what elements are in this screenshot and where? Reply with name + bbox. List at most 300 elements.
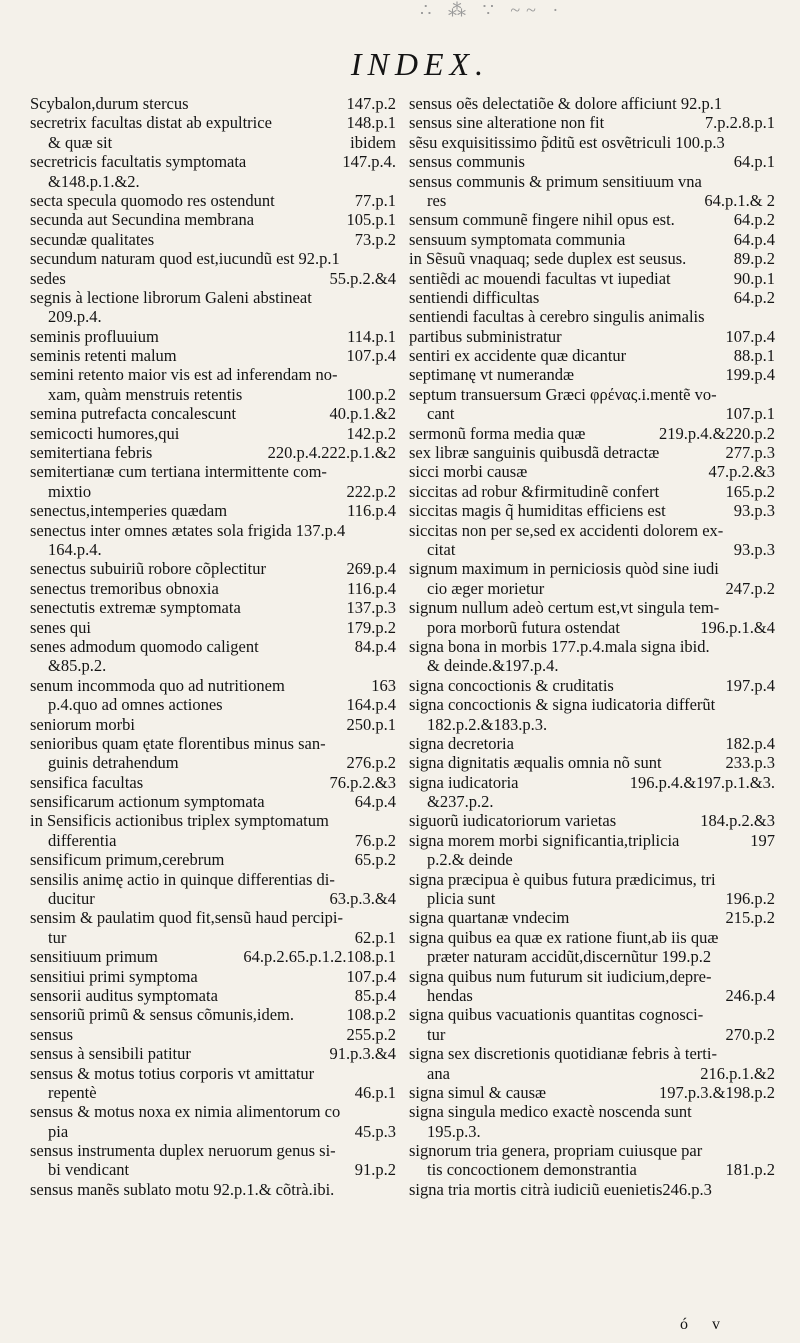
index-entry bbox=[409, 1180, 775, 1199]
entry-text: &148.p.1.&2. bbox=[48, 171, 140, 191]
entry-text: citat bbox=[427, 539, 456, 559]
index-entry bbox=[30, 172, 396, 191]
entry-text: secundæ qualitates bbox=[30, 229, 155, 249]
entry-text: &237.p.2. bbox=[427, 792, 494, 812]
entry-text: 195.p.3. bbox=[427, 1121, 481, 1141]
entry-text: septum transuersum Græci φρένας.i.mentẽ vo- bbox=[409, 384, 717, 404]
entry-reference: 90.p.1 bbox=[733, 268, 775, 288]
entry-reference: 197 bbox=[750, 830, 775, 850]
entry-reference: 107.p.4 bbox=[725, 326, 775, 346]
index-entry bbox=[409, 1025, 775, 1044]
entry-text: semicocti humores,qui bbox=[30, 423, 180, 443]
entry-text: sensificum primum,cerebrum bbox=[30, 850, 225, 870]
entry-reference: 142.p.2 bbox=[346, 423, 396, 443]
index-entry bbox=[409, 579, 775, 598]
index-entry bbox=[30, 889, 396, 908]
entry-reference: 63.p.3.&4 bbox=[329, 889, 396, 909]
index-entry bbox=[409, 695, 775, 714]
index-entry bbox=[30, 191, 396, 210]
index-entry bbox=[409, 113, 775, 132]
entry-text: sentiri ex accidente quæ dicantur bbox=[409, 346, 627, 366]
entry-text: secundum naturam quod est,iucundũ est 92.p.1 bbox=[30, 249, 340, 269]
entry-reference: 269.p.4 bbox=[346, 559, 396, 579]
entry-text: semitertianæ cum tertiana intermittente com- bbox=[30, 462, 327, 482]
entry-text: senectus,intemperies quædam bbox=[30, 501, 228, 521]
entry-text: signa simul & causæ bbox=[409, 1082, 547, 1102]
index-entry bbox=[30, 365, 396, 384]
entry-reference: 73.p.2 bbox=[354, 229, 396, 249]
index-entry bbox=[30, 947, 396, 966]
entry-text: cant bbox=[427, 404, 455, 424]
index-entry bbox=[409, 656, 775, 675]
index-entry bbox=[409, 172, 775, 191]
entry-text: signa quartanæ vndecim bbox=[409, 908, 570, 928]
entry-text: 164.p.4. bbox=[48, 539, 102, 559]
index-entry bbox=[409, 365, 775, 384]
entry-reference: 137.p.3 bbox=[346, 598, 396, 618]
index-entry bbox=[30, 1064, 396, 1083]
entry-text: sensus sine alteratione non fit bbox=[409, 113, 605, 133]
entry-reference: 148.p.1 bbox=[346, 113, 396, 133]
index-entry bbox=[30, 1044, 396, 1063]
entry-reference: 46.p.1 bbox=[354, 1082, 396, 1102]
index-entry bbox=[409, 540, 775, 559]
entry-reference: 277.p.3 bbox=[725, 443, 775, 463]
entry-text: signa concoctionis & signa iudicatoria differũt bbox=[409, 695, 716, 715]
entry-reference: 100.p.2 bbox=[346, 384, 396, 404]
index-entry bbox=[30, 385, 396, 404]
entry-reference: 220.p.4.222.p.1.&2 bbox=[267, 443, 396, 463]
index-entry bbox=[30, 482, 396, 501]
index-entry bbox=[409, 1102, 775, 1121]
entry-reference: 64.p.1.& 2 bbox=[704, 190, 775, 210]
entry-text: signa morem morbi significantia,triplicia bbox=[409, 830, 680, 850]
entry-reference: 107.p.4 bbox=[346, 346, 396, 366]
entry-text: sentiendi difficultas bbox=[409, 287, 540, 307]
entry-reference: 64.p.4 bbox=[733, 229, 775, 249]
entry-reference: 65.p.2 bbox=[354, 850, 396, 870]
index-entry bbox=[30, 598, 396, 617]
entry-text: sensus bbox=[30, 1024, 74, 1044]
index-entry bbox=[409, 637, 775, 656]
index-entry bbox=[409, 269, 775, 288]
index-entry bbox=[409, 831, 775, 850]
index-entry bbox=[409, 404, 775, 423]
index-entry bbox=[30, 1122, 396, 1141]
entry-text: pora morborũ futura ostendat bbox=[427, 617, 620, 637]
index-entry bbox=[409, 1122, 775, 1141]
index-entry bbox=[30, 1141, 396, 1160]
index-entry bbox=[30, 676, 396, 695]
entry-text: signa bona in morbis 177.p.4.mala signa ibid. bbox=[409, 636, 710, 656]
entry-text: sensus & motus totius corporis vt amittatur bbox=[30, 1063, 315, 1083]
index-entry bbox=[30, 734, 396, 753]
index-entry bbox=[30, 1160, 396, 1179]
index-entry bbox=[409, 327, 775, 346]
entry-reference: 233.p.3 bbox=[725, 753, 775, 773]
entry-text: guinis detrahendum bbox=[48, 753, 179, 773]
entry-text: sẽsu exquisitissimo p̃ditũ est osvẽtriculi 100.p.3 bbox=[409, 132, 725, 152]
entry-text: signa singula medico exactè noscenda sunt bbox=[409, 1102, 692, 1122]
entry-text: ana bbox=[427, 1063, 450, 1083]
index-entry bbox=[409, 230, 775, 249]
entry-text: secta specula quomodo res ostendunt bbox=[30, 190, 275, 210]
entry-text: senectus subuiriũ robore cõplectitur bbox=[30, 559, 266, 579]
entry-text: & quæ sit bbox=[48, 132, 113, 152]
index-entry bbox=[409, 598, 775, 617]
index-entry bbox=[409, 908, 775, 927]
index-entry bbox=[30, 792, 396, 811]
entry-reference: 163 bbox=[371, 675, 396, 695]
entry-text: signum maximum in perniciosis quòd sine iudi bbox=[409, 559, 719, 579]
index-entry bbox=[30, 424, 396, 443]
page-ornament: ∴ ⁂ ∵ ~~ · bbox=[420, 0, 565, 20]
signature-mark: ó v bbox=[680, 1316, 730, 1333]
index-entry bbox=[409, 753, 775, 772]
index-entry bbox=[409, 792, 775, 811]
entry-text: præter naturam accidũt,discernũtur 199.p.2 bbox=[427, 947, 712, 967]
entry-reference: 165.p.2 bbox=[725, 481, 775, 501]
index-entry bbox=[30, 1083, 396, 1102]
entry-text: sensus à sensibili patitur bbox=[30, 1044, 191, 1064]
entry-reference: 93.p.3 bbox=[733, 501, 775, 521]
index-entry bbox=[409, 94, 775, 113]
index-entry bbox=[409, 618, 775, 637]
entry-text: sensitiuum primum bbox=[30, 947, 158, 967]
index-entry bbox=[30, 462, 396, 481]
entry-text: sensum communẽ fingere nihil opus est. bbox=[409, 210, 675, 230]
entry-reference: 147.p.2 bbox=[346, 94, 396, 113]
index-entry bbox=[409, 288, 775, 307]
entry-text: sensus communis & primum sensitiuum vna bbox=[409, 171, 702, 191]
entry-reference: 64.p.1 bbox=[733, 152, 775, 172]
entry-text: semini retento maior vis est ad inferendam no- bbox=[30, 365, 338, 385]
index-entry bbox=[30, 288, 396, 307]
index-column-left bbox=[30, 94, 396, 1199]
entry-text: res bbox=[427, 190, 447, 210]
index-entry bbox=[30, 404, 396, 423]
index-entry bbox=[409, 424, 775, 443]
index-entry bbox=[30, 695, 396, 714]
entry-text: sedes bbox=[30, 268, 66, 288]
index-entry bbox=[409, 249, 775, 268]
entry-text: sentiendi facultas à cerebro singulis animalis bbox=[409, 307, 705, 327]
index-entry bbox=[30, 249, 396, 268]
entry-text: sensus manẽs sublato motu 92.p.1.& cõtrà.ibi. bbox=[30, 1179, 335, 1199]
entry-text: segnis à lectione librorum Galeni abstineat bbox=[30, 287, 312, 307]
index-entry bbox=[30, 1025, 396, 1044]
entry-text: sensuum symptomata communia bbox=[409, 229, 626, 249]
index-entry bbox=[30, 540, 396, 559]
entry-text: tur bbox=[48, 927, 67, 947]
index-entry bbox=[30, 637, 396, 656]
index-entry bbox=[30, 715, 396, 734]
page-title: INDEX. bbox=[350, 46, 490, 82]
entry-text: hendas bbox=[427, 985, 473, 1005]
index-entry bbox=[30, 811, 396, 830]
entry-text: plicia sunt bbox=[427, 889, 496, 909]
entry-reference: 64.p.2 bbox=[733, 210, 775, 230]
entry-reference: 219.p.4.&220.p.2 bbox=[659, 423, 775, 443]
index-entry bbox=[409, 850, 775, 869]
entry-reference: 64.p.4 bbox=[354, 792, 396, 812]
entry-text: p.2.& deinde bbox=[427, 850, 513, 870]
entry-text: semitertiana febris bbox=[30, 443, 153, 463]
index-entry bbox=[409, 346, 775, 365]
entry-reference: 196.p.4.&197.p.1.&3. bbox=[629, 772, 775, 792]
entry-reference: 147.p.4. bbox=[342, 152, 396, 172]
entry-text: sensoriũ primũ & sensus cõmunis,idem. bbox=[30, 1005, 294, 1025]
index-entry bbox=[409, 133, 775, 152]
entry-text: in Sẽsuũ vnaquaq; sede duplex est seusus. bbox=[409, 249, 687, 269]
entry-reference: 179.p.2 bbox=[346, 617, 396, 637]
entry-reference: 246.p.4 bbox=[725, 985, 775, 1005]
entry-reference: 84.p.4 bbox=[354, 636, 396, 656]
index-entry bbox=[30, 230, 396, 249]
entry-reference: 64.p.2 bbox=[733, 287, 775, 307]
entry-text: sensitiui primi symptoma bbox=[30, 966, 198, 986]
entry-text: sicci morbi causæ bbox=[409, 462, 528, 482]
index-entry bbox=[30, 307, 396, 326]
entry-reference: 47.p.2.&3 bbox=[708, 462, 775, 482]
index-entry bbox=[30, 1005, 396, 1024]
entry-text: secunda aut Secundina membrana bbox=[30, 210, 255, 230]
index-entry bbox=[409, 1141, 775, 1160]
index-column-right bbox=[409, 94, 775, 1199]
entry-text: seminis profluuium bbox=[30, 326, 159, 346]
entry-reference: 216.p.1.&2 bbox=[700, 1063, 775, 1083]
entry-text: 209.p.4. bbox=[48, 307, 102, 327]
entry-text: semina putrefacta concalescunt bbox=[30, 404, 237, 424]
entry-text: signa decretoria bbox=[409, 733, 514, 753]
index-entry bbox=[409, 210, 775, 229]
index-entry bbox=[30, 210, 396, 229]
entry-text: sensus & motus noxa ex nimia alimentorum co bbox=[30, 1102, 341, 1122]
entry-text: senectutis extremæ symptomata bbox=[30, 598, 241, 618]
entry-text: in Sensificis actionibus triplex symptomatum bbox=[30, 811, 329, 831]
entry-reference: 85.p.4 bbox=[354, 985, 396, 1005]
index-entry bbox=[30, 113, 396, 132]
entry-text: sensus instrumenta duplex neruorum genus si- bbox=[30, 1141, 336, 1161]
entry-text: secretricis facultatis symptomata bbox=[30, 152, 247, 172]
entry-text: signa sex discretionis quotidianæ febris à terti- bbox=[409, 1044, 717, 1064]
entry-text: sermonũ forma media quæ bbox=[409, 423, 586, 443]
entry-reference: 116.p.4 bbox=[347, 578, 396, 598]
entry-text: signa quibus vacuationis quantitas cognosci- bbox=[409, 1005, 704, 1025]
entry-reference: 215.p.2 bbox=[725, 908, 775, 928]
entry-text: senectus inter omnes ætates sola frigida 137.p.4 bbox=[30, 520, 346, 540]
entry-reference: 62.p.1 bbox=[354, 927, 396, 947]
entry-text: senectus tremoribus obnoxia bbox=[30, 578, 219, 598]
index-entry bbox=[30, 967, 396, 986]
entry-reference: ibidem bbox=[350, 132, 396, 152]
entry-reference: 197.p.3.&198.p.2 bbox=[659, 1082, 775, 1102]
index-entry bbox=[409, 559, 775, 578]
index-entry bbox=[30, 133, 396, 152]
index-entry bbox=[409, 1083, 775, 1102]
entry-reference: 64.p.2.65.p.1.2.108.p.1 bbox=[243, 947, 396, 967]
index-entry bbox=[30, 579, 396, 598]
entry-text: sensus communis bbox=[409, 152, 525, 172]
entry-reference: 7.p.2.8.p.1 bbox=[704, 113, 775, 133]
index-entry bbox=[30, 908, 396, 927]
entry-text: sensorii auditus symptomata bbox=[30, 985, 218, 1005]
index-entry bbox=[409, 521, 775, 540]
entry-text: sentiẽdi ac mouendi facultas vt iupediat bbox=[409, 268, 671, 288]
entry-text: sensifica facultas bbox=[30, 772, 144, 792]
entry-text: signa præcipua è quibus futura prædicimus, tri bbox=[409, 869, 716, 889]
index-entry bbox=[30, 521, 396, 540]
entry-reference: 270.p.2 bbox=[725, 1024, 775, 1044]
entry-reference: 181.p.2 bbox=[725, 1160, 775, 1180]
index-entry bbox=[30, 501, 396, 520]
entry-reference: 199.p.4 bbox=[725, 365, 775, 385]
entry-reference: 247.p.2 bbox=[725, 578, 775, 598]
entry-text: Scybalon,durum stercus bbox=[30, 94, 189, 113]
entry-text: tur bbox=[427, 1024, 446, 1044]
index-entry bbox=[409, 715, 775, 734]
index-entry bbox=[409, 1160, 775, 1179]
index-entry bbox=[30, 94, 396, 113]
entry-text: p.4.quo ad omnes actiones bbox=[48, 695, 223, 715]
entry-reference: 88.p.1 bbox=[733, 346, 775, 366]
entry-text: partibus subministratur bbox=[409, 326, 562, 346]
index-entry bbox=[409, 811, 775, 830]
entry-text: senioribus quam ętate florentibus minus san- bbox=[30, 733, 326, 753]
entry-reference: 55.p.2.&4 bbox=[329, 268, 396, 288]
index-entry bbox=[30, 327, 396, 346]
index-entry bbox=[30, 1102, 396, 1121]
entry-reference: 108.p.2 bbox=[346, 1005, 396, 1025]
entry-text: secretrix facultas distat ab expultrice bbox=[30, 113, 272, 133]
entry-reference: 255.p.2 bbox=[346, 1024, 396, 1044]
index-entry bbox=[30, 831, 396, 850]
index-entry bbox=[409, 443, 775, 462]
entry-text: signorum tria genera, propriam cuiusque par bbox=[409, 1141, 703, 1161]
index-entry bbox=[409, 307, 775, 326]
entry-reference: 196.p.1.&4 bbox=[700, 617, 775, 637]
entry-reference: 276.p.2 bbox=[346, 753, 396, 773]
entry-text: mixtio bbox=[48, 481, 92, 501]
entry-reference: 116.p.4 bbox=[347, 501, 396, 521]
index-entry bbox=[409, 889, 775, 908]
entry-text: sensilis animę actio in quinque differentias di- bbox=[30, 869, 335, 889]
entry-text: tis concoctionem demonstrantia bbox=[427, 1160, 637, 1180]
index-entry bbox=[409, 773, 775, 792]
entry-text: ducitur bbox=[48, 889, 95, 909]
index-entry bbox=[409, 928, 775, 947]
entry-text: cio æger morietur bbox=[427, 578, 545, 598]
entry-reference: 250.p.1 bbox=[346, 714, 396, 734]
entry-text: signa tria mortis citrà iudiciũ euenietis246.p.3 bbox=[409, 1179, 712, 1199]
index-entry bbox=[30, 656, 396, 675]
entry-text: siccitas non per se,sed ex accidenti dolorem ex- bbox=[409, 520, 724, 540]
entry-reference: 77.p.1 bbox=[354, 190, 396, 210]
entry-text: signum nullum adeò certum est,vt singula tem- bbox=[409, 598, 720, 618]
index-entry bbox=[409, 482, 775, 501]
entry-reference: 105.p.1 bbox=[346, 210, 396, 230]
entry-text: 182.p.2.&183.p.3. bbox=[427, 714, 548, 734]
entry-text: septimanę vt numerandæ bbox=[409, 365, 574, 385]
entry-text: repentè bbox=[48, 1082, 97, 1102]
entry-text: siguorũ iudicatoriorum varietas bbox=[409, 811, 617, 831]
index-entry bbox=[30, 443, 396, 462]
entry-reference: 76.p.2 bbox=[354, 830, 396, 850]
index-entry bbox=[30, 1180, 396, 1199]
entry-reference: 93.p.3 bbox=[733, 539, 775, 559]
index-entry bbox=[409, 986, 775, 1005]
entry-text: senum incommoda quo ad nutritionem bbox=[30, 675, 285, 695]
index-entry bbox=[409, 676, 775, 695]
entry-text: sensus oẽs delectatiõe & dolore afficiunt 92.p.1 bbox=[409, 94, 723, 113]
entry-text: xam, quàm menstruis retentis bbox=[48, 384, 243, 404]
index-entry bbox=[409, 1044, 775, 1063]
entry-text: sensim & paulatim quod fit,sensũ haud percipi- bbox=[30, 908, 343, 928]
entry-reference: 114.p.1 bbox=[347, 326, 396, 346]
entry-text: sensificarum actionum symptomata bbox=[30, 792, 265, 812]
entry-text: sex libræ sanguinis quibusdã detractæ bbox=[409, 443, 660, 463]
index-entry bbox=[30, 928, 396, 947]
index-entry bbox=[409, 734, 775, 753]
index-entry bbox=[30, 773, 396, 792]
index-entry bbox=[30, 850, 396, 869]
entry-text: signa concoctionis & cruditatis bbox=[409, 675, 614, 695]
entry-text: seminis retenti malum bbox=[30, 346, 177, 366]
index-entry bbox=[30, 269, 396, 288]
entry-text: differentia bbox=[48, 830, 117, 850]
index-entry bbox=[409, 947, 775, 966]
index-entry bbox=[409, 152, 775, 171]
entry-reference: 164.p.4 bbox=[346, 695, 396, 715]
entry-text: senes qui bbox=[30, 617, 91, 637]
entry-reference: 222.p.2 bbox=[346, 481, 396, 501]
entry-reference: 40.p.1.&2 bbox=[329, 404, 396, 424]
index-entry bbox=[409, 967, 775, 986]
entry-reference: 76.p.2.&3 bbox=[329, 772, 396, 792]
entry-reference: 45.p.3 bbox=[354, 1121, 396, 1141]
entry-reference: 107.p.1 bbox=[725, 404, 775, 424]
index-entry bbox=[409, 1005, 775, 1024]
index-entry bbox=[30, 346, 396, 365]
entry-text: signa dignitatis æqualis omnia nõ sunt bbox=[409, 753, 662, 773]
entry-text: &85.p.2. bbox=[48, 656, 107, 676]
entry-reference: 91.p.3.&4 bbox=[329, 1044, 396, 1064]
index-entry bbox=[30, 559, 396, 578]
index-entry bbox=[409, 191, 775, 210]
index-entry bbox=[30, 986, 396, 1005]
entry-text: signa quibus num futurum sit iudicium,depre- bbox=[409, 966, 712, 986]
entry-reference: 107.p.4 bbox=[346, 966, 396, 986]
index-entry bbox=[409, 870, 775, 889]
entry-text: signa iudicatoria bbox=[409, 772, 519, 792]
index-entry bbox=[30, 152, 396, 171]
entry-text: seniorum morbi bbox=[30, 714, 135, 734]
index-entry bbox=[30, 870, 396, 889]
entry-reference: 182.p.4 bbox=[725, 733, 775, 753]
index-entry bbox=[409, 501, 775, 520]
entry-reference: 197.p.4 bbox=[725, 675, 775, 695]
entry-text: signa quibus ea quæ ex ratione fiunt,ab iis quæ bbox=[409, 927, 719, 947]
entry-text: siccitas ad robur &firmitudinẽ confert bbox=[409, 481, 660, 501]
entry-reference: 89.p.2 bbox=[733, 249, 775, 269]
entry-text: siccitas magis q̃ humiditas efficiens est bbox=[409, 501, 666, 521]
entry-reference: 196.p.2 bbox=[725, 889, 775, 909]
entry-text: bi vendicant bbox=[48, 1160, 130, 1180]
index-entry bbox=[409, 385, 775, 404]
index-entry bbox=[409, 462, 775, 481]
index-entry bbox=[30, 618, 396, 637]
index-entry bbox=[30, 753, 396, 772]
